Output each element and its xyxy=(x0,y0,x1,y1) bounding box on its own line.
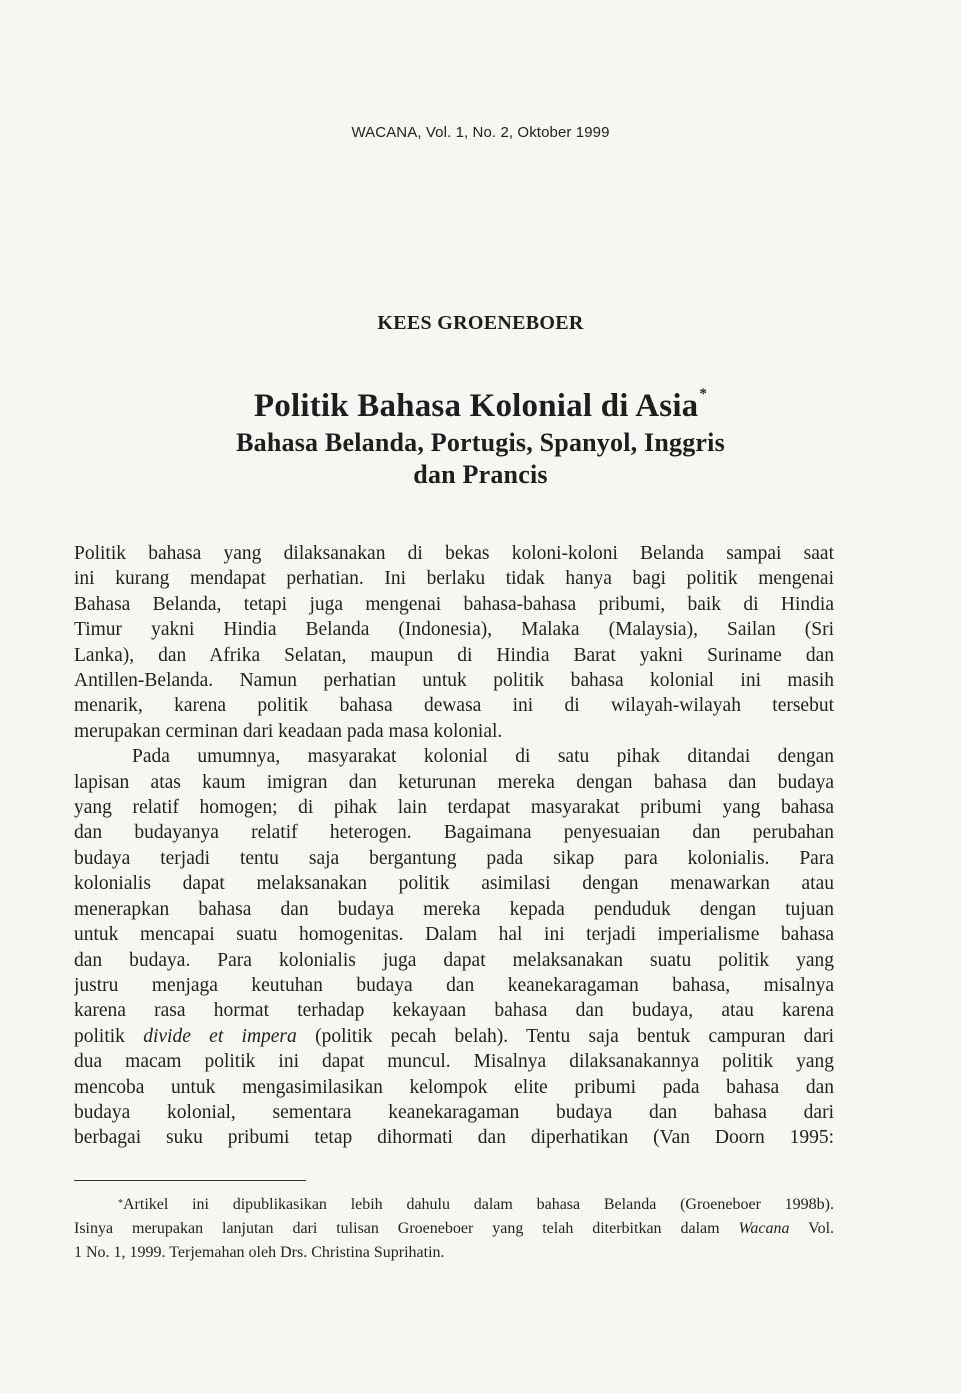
body-line: Timur yakni Hindia Belanda (Indonesia), Malaka (Malaysia), Sailan (Sri xyxy=(74,619,834,641)
body-line: yang relatif homogen; di pihak lain terdapat masyarakat pribumi yang bahasa xyxy=(74,797,834,819)
body-line: berbagai suku pribumi tetap dihormati dan diperhatikan (Van Doorn 1995: xyxy=(74,1127,834,1149)
article-title xyxy=(0,388,961,425)
footnote-text-segment: Isinya merupakan lanjutan dari tulisan Groeneboer yang telah diterbitkan dalam xyxy=(74,1220,720,1237)
body-line: menerapkan bahasa dan budaya mereka kepada penduduk dengan tujuan xyxy=(74,898,834,920)
body-line: Politik bahasa yang dilaksanakan di bekas koloni-koloni Belanda sampai saat xyxy=(74,543,834,564)
body-line: kolonialis dapat melaksanakan politik asimilasi dengan menawarkan atau xyxy=(74,873,834,895)
body-line: merupakan cerminan dari keadaan pada masa kolonial. xyxy=(74,720,503,742)
body-line-with-italic xyxy=(74,1024,834,1049)
body-line: Antillen-Belanda. Namun perhatian untuk politik bahasa kolonial ini masih xyxy=(74,670,834,692)
footnote-line xyxy=(74,1193,834,1217)
body-line: Bahasa Belanda, tetapi juga mengenai bahasa-bahasa pribumi, baik di Hindia xyxy=(74,593,834,615)
footnote-line: 1 No. 1, 1999. Terjemahan oleh Drs. Christina Suprihatin. xyxy=(74,1244,445,1261)
body-text-segment: (politik pecah belah). Tentu saja bentuk campuran dari xyxy=(315,1025,834,1047)
article-body xyxy=(74,541,834,1151)
body-line: dan budayanya relatif heterogen. Bagaimana penyesuaian dan perubahan xyxy=(74,822,834,844)
article-subtitle-line-1: Bahasa Belanda, Portugis, Spanyol, Inggris xyxy=(236,428,725,457)
footnote-text-segment: Artikel ini dipublikasikan lebih dahulu dalam bahasa Belanda (Groeneboer 1998b). xyxy=(123,1196,834,1213)
body-line: lapisan atas kaum imigran dan keturunan mereka dengan bahasa dan budaya xyxy=(74,771,834,793)
body-line: karena rasa hormat terhadap kekayaan bahasa dan budaya, atau karena xyxy=(74,1000,834,1022)
body-text-segment: politik xyxy=(74,1025,125,1047)
body-line: dua macam politik ini dapat muncul. Misalnya dilaksanakannya politik yang xyxy=(74,1051,834,1073)
body-line: ini kurang mendapat perhatian. Ini berlaku tidak hanya bagi politik mengenai xyxy=(74,568,834,590)
body-line: justru menjaga keutuhan budaya dan keanekaragaman bahasa, misalnya xyxy=(74,974,834,996)
italic-journal-name: Wacana xyxy=(738,1220,790,1237)
body-line: dan budaya. Para kolonialis juga dapat melaksanakan suatu politik yang xyxy=(74,949,834,971)
body-line: Pada umumnya, masyarakat kolonial di satu pihak ditandai dengan xyxy=(132,746,834,768)
body-line: budaya kolonial, sementara keanekaragaman budaya dan bahasa dari xyxy=(74,1101,834,1123)
italic-phrase: divide et impera xyxy=(143,1025,297,1047)
paragraph-2 xyxy=(74,744,834,1151)
body-line: untuk mencapai suatu homogenitas. Dalam hal ini terjadi imperialisme bahasa xyxy=(74,924,834,946)
author-name: KEES GROENEBOER xyxy=(377,312,584,334)
footnote-line xyxy=(74,1217,834,1241)
paragraph-1 xyxy=(74,541,834,744)
footnote-marker: * xyxy=(118,1198,123,1209)
body-line: mencoba untuk mengasimilasikan kelompok elite pribumi pada bahasa dan xyxy=(74,1076,834,1098)
footnote xyxy=(74,1193,834,1265)
title-footnote-marker: * xyxy=(699,386,708,402)
article-subtitle-line-2: dan Prancis xyxy=(413,460,548,489)
running-head: WACANA, Vol. 1, No. 2, Oktober 1999 xyxy=(351,124,610,141)
body-line: Lanka), dan Afrika Selatan, maupun di Hindia Barat yakni Suriname dan xyxy=(74,644,834,666)
body-line: budaya terjadi tentu saja bergantung pada sikap para kolonialis. Para xyxy=(74,847,834,869)
footnote-divider xyxy=(74,1180,306,1181)
article-title-text: Politik Bahasa Kolonial di Asia xyxy=(253,388,699,424)
footnote-text-segment: Vol. xyxy=(808,1220,834,1237)
body-line: menarik, karena politik bahasa dewasa ini di wilayah-wilayah tersebut xyxy=(74,695,834,717)
